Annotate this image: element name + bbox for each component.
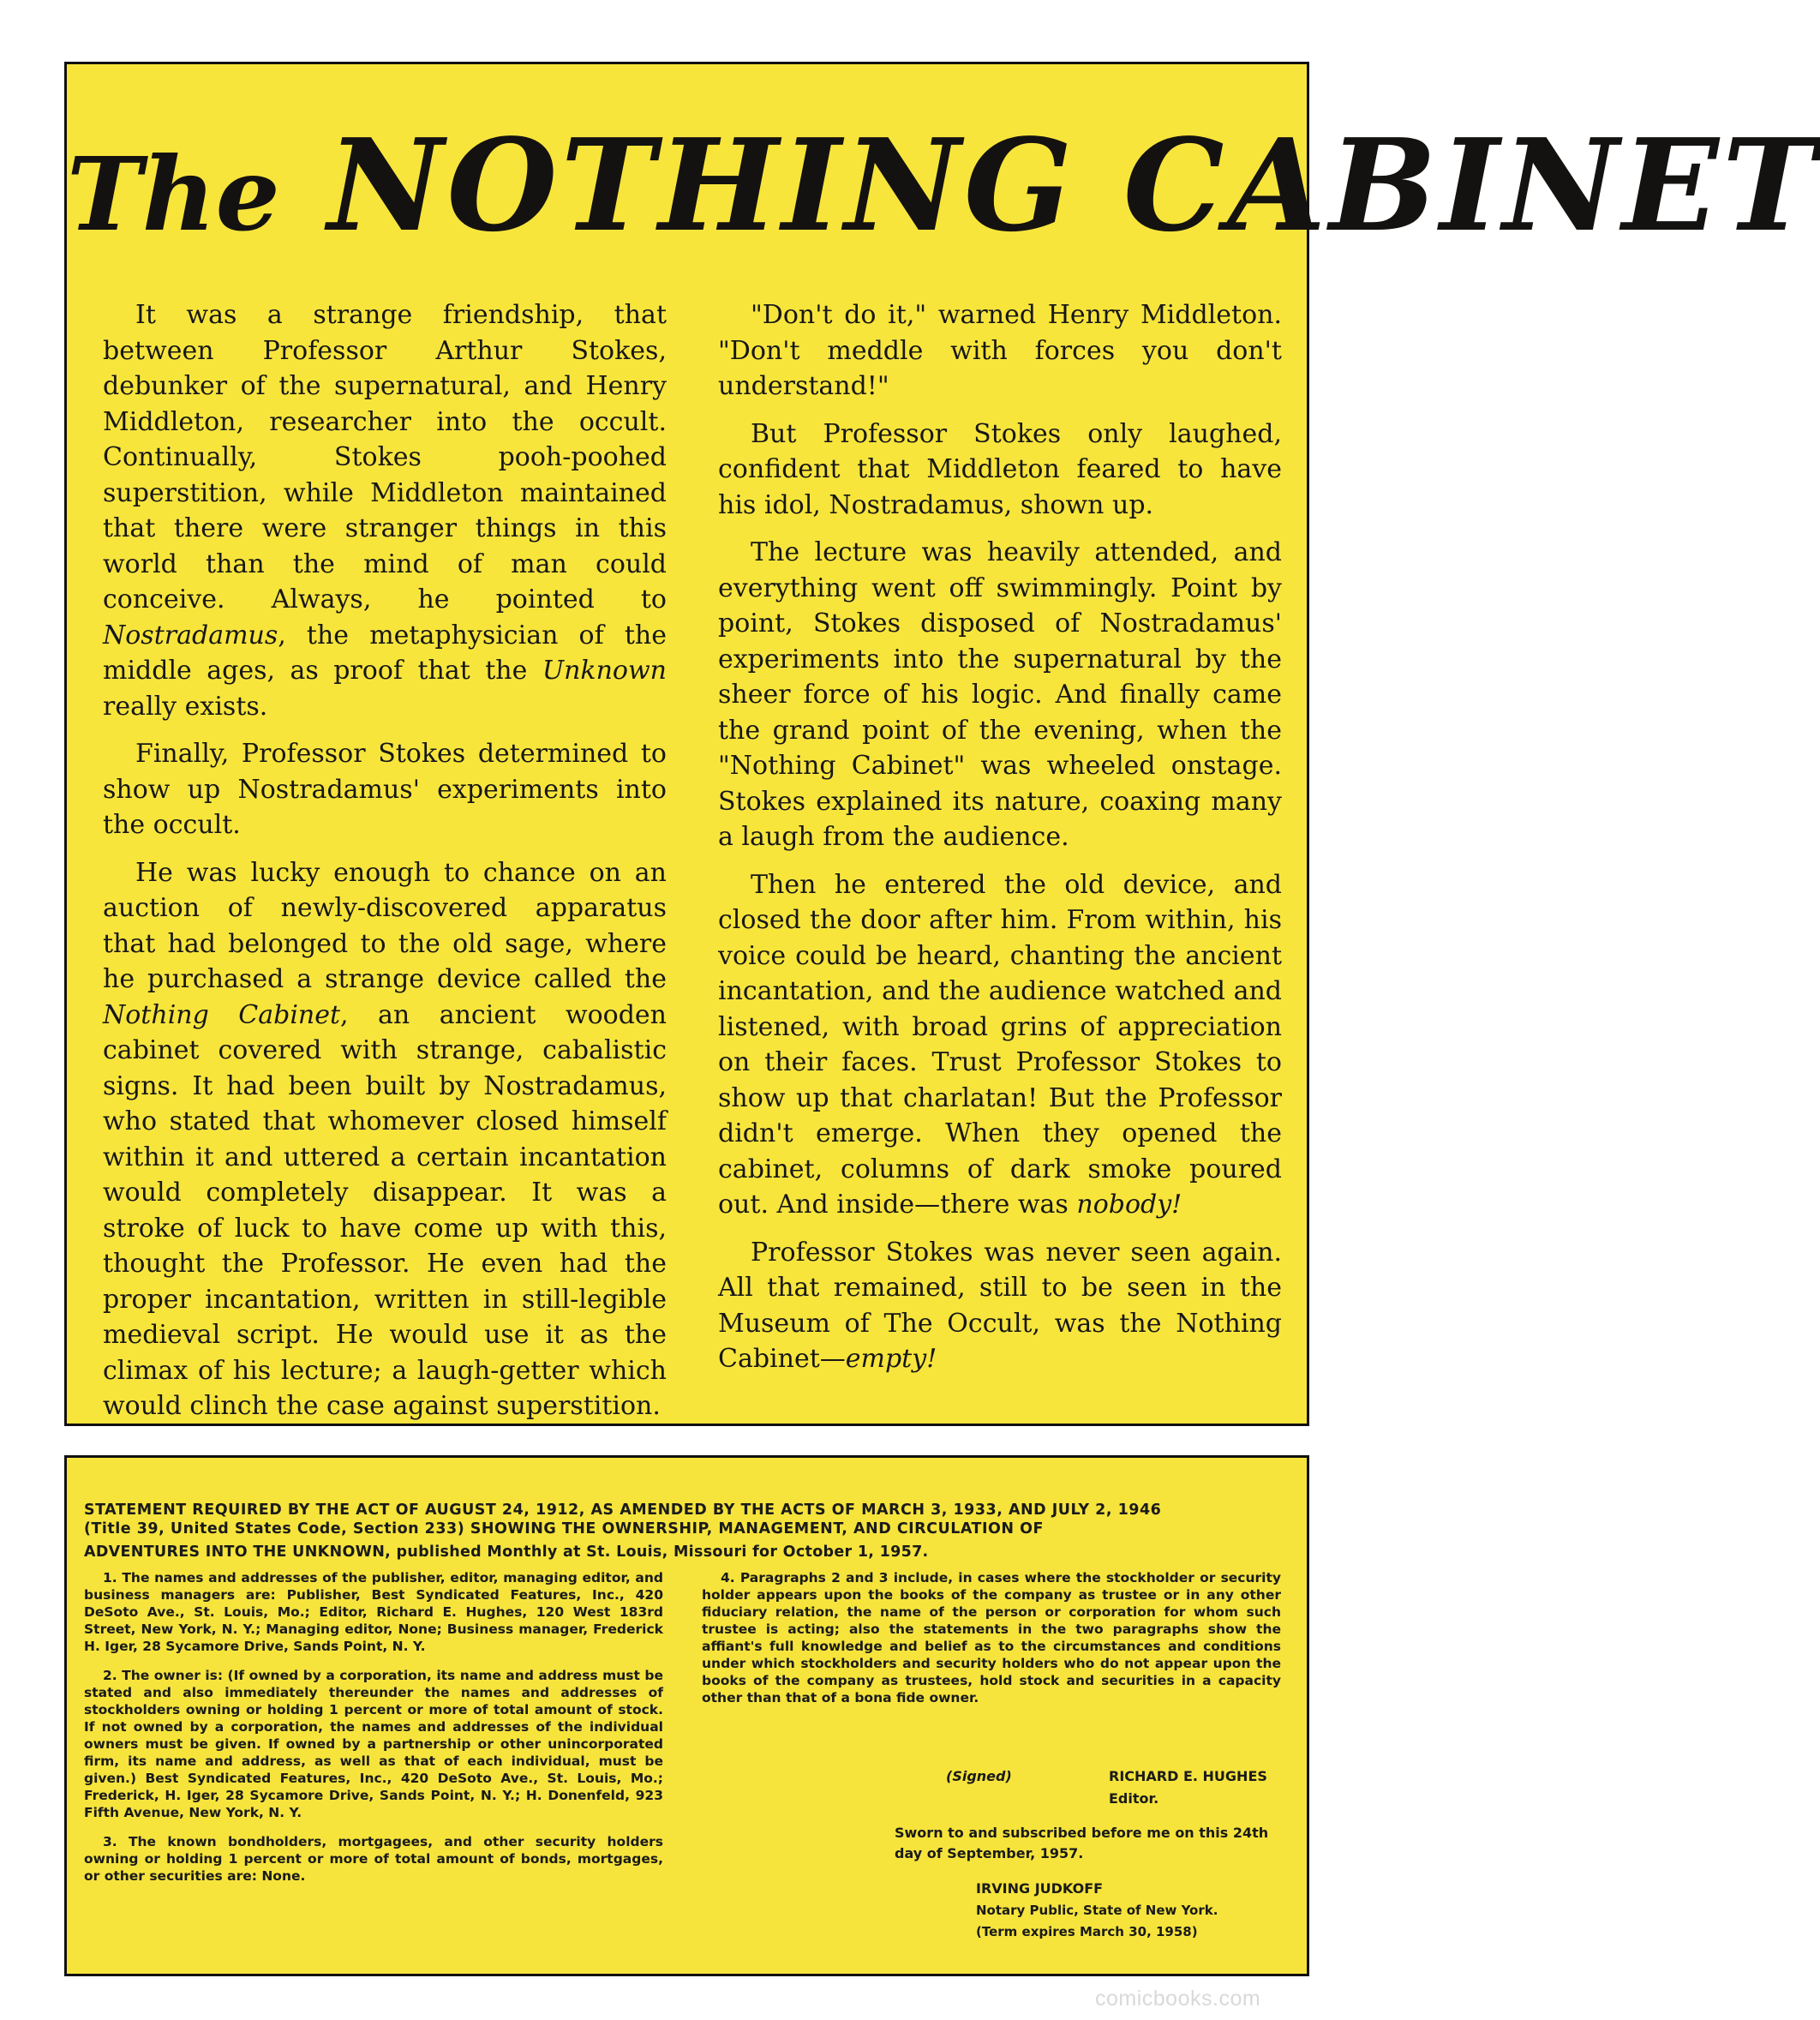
- watermark: comicbooks.com: [1095, 1987, 1261, 2011]
- signer-title: Editor.: [1109, 1790, 1159, 1807]
- story-emphasis: empty!: [845, 1344, 937, 1374]
- statement-item: 1. The names and addresses of the publisher, editor, managing editor, and business managers are: Publisher, Best Syndicated Features, Inc., 420 DeSoto Ave., St. Louis, Mo.; Editor, Richard E. Hughes, 120 West 183rd Street, New York, N. Y.; Managing editor, None; Business manager, Frederick H. Iger, 28 Sycamore Drive, Sands Point, N. Y.: [84, 1570, 663, 1654]
- statement-column-right: [702, 1569, 1281, 1718]
- statement-column-left: [84, 1569, 663, 1897]
- statement-header-line: (Title 39, United States Code, Section 233) SHOWING THE OWNERSHIP, MANAGEMENT, AND CIRCULATION OF: [84, 1520, 1044, 1537]
- ownership-statement-panel: [64, 1455, 1309, 1976]
- story-column-right: [718, 297, 1282, 1389]
- story-text: Professor Stokes was never seen again. All that remained, still to be seen in the Museum of The Occult, was the Nothing Cabinet—: [718, 1237, 1282, 1374]
- notary-line: Notary Public, State of New York.: [976, 1903, 1218, 1918]
- story-panel: [64, 62, 1820, 1426]
- story-paragraph: [103, 855, 667, 1424]
- sworn-text: Sworn to and subscribed before me on this 24th day of September, 1957.: [895, 1825, 1269, 1861]
- statement-item: 3. The known bondholders, mortgagees, and other security holders owning or holding 1 percent or more of total amount of bonds, mortgages, or other securities are: None.: [84, 1834, 663, 1884]
- statement-item: 4. Paragraphs 2 and 3 include, in cases where the stockholder or security holder appears upon the books of the company as trustee or in any other fiduciary relation, the name of the person or corporation for whom such trustee is acting; also the statements in the two paragraphs show the affiant's full knowledge and belief as to the circumstances and conditions under which stockholders and security holders who do not appear upon the books of the company as trustees, hold stock and securities in a capacity other than that of a bona fide owner.: [702, 1570, 1281, 1705]
- story-paragraph: [718, 867, 1282, 1223]
- story-paragraph: [103, 297, 667, 724]
- story-emphasis: Nostradamus: [103, 620, 278, 650]
- story-text: , the metaphysician of the middle ages, as proof that the: [103, 620, 667, 686]
- story-emphasis: nobody!: [1076, 1190, 1182, 1220]
- signer-name: RICHARD E. HUGHES: [1109, 1768, 1267, 1784]
- story-paragraph: But Professor Stokes only laughed, confident that Middleton feared to have his idol, Nostradamus, shown up.: [718, 418, 1282, 520]
- signed-label: (Signed): [946, 1768, 1012, 1784]
- story-emphasis: Nothing Cabinet: [103, 999, 341, 1030]
- story-text: , an ancient wooden cabinet covered with strange, cabalistic signs. It had been built by Nostradamus, who stated that whomever closed himself within it and uttered a certain incantation would completely disappear. It was a stroke of luck to have come up with this, thought the Professor. He even had the proper incantation, written in still-legible medieval script. He would use it as the climax of his lecture; a laugh-getter which would clinch the case against superstition.: [103, 999, 667, 1421]
- story-text: It was a strange friendship, that between Professor Arthur Stokes, debunker of the supernatural, and Henry Middleton, researcher into the occult. Continually, Stokes pooh-poohed superstition, while Middleton maintained that there were stranger things in this world than the mind of man could conceive. Always, he pointed to: [103, 300, 667, 614]
- story-paragraph: Finally, Professor Stokes determined to show up Nostradamus' experiments into the occult.: [103, 739, 667, 840]
- statement-header: [84, 1501, 1292, 1538]
- notary-name: IRVING JUDKOFF: [976, 1880, 1104, 1897]
- story-title: [67, 111, 1820, 267]
- story-paragraph: "Don't do it," warned Henry Middleton. "Don't meddle with forces you don't understand!": [718, 300, 1282, 401]
- story-paragraph: The lecture was heavily attended, and everything went off swimmingly. Point by point, Stokes disposed of Nostradamus' experiments into the supernatural by the sheer force of his logic. And finally came the grand point of the evening, when the "Nothing Cabinet" was wheeled onstage. Stokes explained its nature, coaxing many a laugh from the audience.: [718, 537, 1282, 852]
- story-text: He was lucky enough to chance on an auction of newly-discovered apparatus that had belonged to the old sage, where he purchased a strange device called the: [103, 857, 667, 994]
- statement-header-line: STATEMENT REQUIRED BY THE ACT OF AUGUST 24, 1912, AS AMENDED BY THE ACTS OF MARCH 3, 1933, AND JULY 2, 1946: [84, 1502, 1162, 1519]
- statement-publication: ADVENTURES INTO THE UNKNOWN, published Monthly at St. Louis, Missouri for October 1, 1957.: [84, 1543, 929, 1561]
- story-paragraph: [718, 1235, 1282, 1377]
- title-main: NOTHING CABINET: [327, 111, 1820, 260]
- notary-term: (Term expires March 30, 1958): [976, 1924, 1198, 1939]
- story-emphasis: Unknown: [542, 656, 667, 686]
- title-the: The: [67, 135, 280, 254]
- story-column-left: [103, 297, 667, 1436]
- statement-item: 2. The owner is: (If owned by a corporation, its name and address must be stated and also immediately thereunder the names and addresses of stockholders owning or holding 1 percent or more of total amount of stock. If not owned by a corporation, the names and addresses of the individual owners must be given. If owned by a partnership or other unincorporated firm, its name and address, as well as that of each individual, must be given.) Best Syndicated Features, Inc., 420 DeSoto Ave., St. Louis, Mo.; Frederick, H. Iger, 28 Sycamore Drive, Sands Point, N. Y.; H. Donenfeld, 923 Fifth Avenue, New York, N. Y.: [84, 1668, 663, 1820]
- story-text: really exists.: [103, 691, 268, 722]
- story-text: Then he entered the old device, and closed the door after him. From within, his voice could be heard, chanting the ancient incantation, and the audience watched and listened, with broad grins of appreciation on their faces. Trust Professor Stokes to show up that charlatan! But the Professor didn't emerge. When they opened the cabinet, columns of dark smoke poured out. And inside—there was: [718, 869, 1282, 1220]
